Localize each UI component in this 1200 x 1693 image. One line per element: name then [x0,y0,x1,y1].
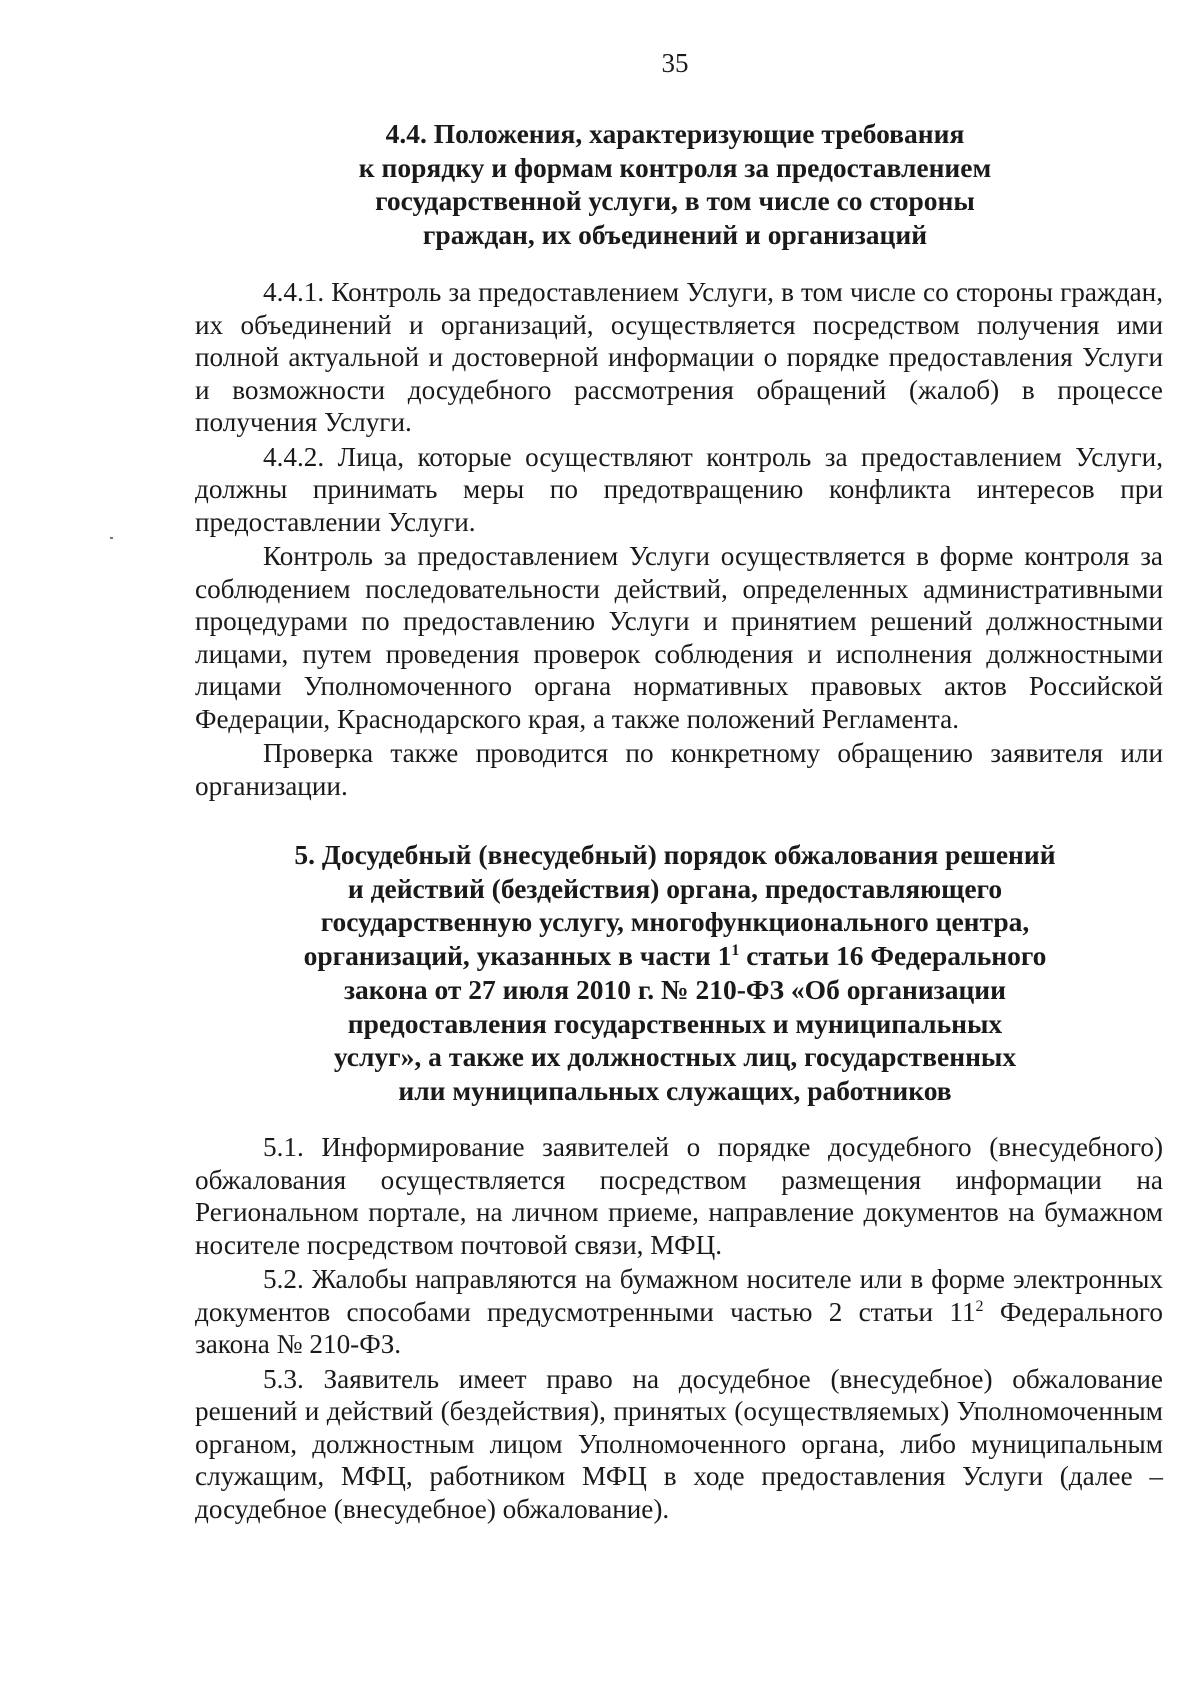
heading-line: государственной услуги, в том числе со стороны [375,185,975,216]
page-number: 35 [661,48,689,78]
section-5-body [195,1131,1163,1527]
paragraph-5-2 [195,1263,1163,1361]
superscript: 2 [975,1297,984,1315]
superscript: 1 [731,941,740,959]
heading-line: предоставления государственных и муниципальных [347,1007,1003,1039]
section-5-heading [0,838,1200,1108]
paragraph-4-4-2: 4.4.2. Лица, которые осуществляют контроль за предоставлением Услуги, должны принимать меры по предотвращению конфликта интересов при предоставлении Услуги. [195,441,1163,537]
scan-mark [110,537,113,539]
heading-line-part: организаций, указанных в части 1 [303,940,732,972]
heading-line: граждан, их объединений и организаций [422,218,928,250]
heading-line: государственную услугу, многофункционального центра, [320,906,1030,938]
heading-line: закона от 27 июля 2010 г. № 210-ФЗ «Об организации [343,973,1006,1005]
paragraph-5-3: 5.3. Заявитель имеет право на досудебное (внесудебное) обжалование решений и действий (бездействия), принятых (осуществляемых) Уполномоченным органом, должностным лицом Уполномоченного органа, либо муниципальным служащим, МФЦ, работником МФЦ в ходе предоставления Услуги (далее – досудебное (внесудебное) обжалование). [195,1363,1163,1524]
section-4-4-body [195,276,1163,804]
heading-line [0,939,1200,973]
heading-line: 5. Досудебный (внесудебный) порядок обжалования решений [294,839,1056,870]
section-4-4-heading [0,117,1200,251]
heading-line: услуг», а также их должностных лиц, государственных [333,1041,1017,1073]
heading-line: и действий (бездействия) органа, предоставляющего [347,872,1003,904]
paragraph-5-2-text-end: Федерального закона № 210-ФЗ. [195,1296,1163,1359]
paragraph-5-2-text: 5.2. Жалобы направляются на бумажном носителе или в форме электронных документов способами предусмотренными частью 2 статьи 11 [195,1264,1163,1327]
heading-line-part: статьи 16 Федерального [739,940,1047,972]
heading-line: к порядку и формам контроля за предоставлением [358,151,992,183]
heading-line: или муниципальных служащих, работников [398,1074,952,1106]
paragraph-4-4-1: 4.4.1. Контроль за предоставлением Услуги, в том числе со стороны граждан, их объединений и организаций, осуществляется посредством получения ими полной актуальной и достоверной информации о порядке предоставления Услуги и возможности досудебного рассмотрения обращений (жалоб) в процессе получения Услуги. [195,277,1163,437]
heading-line: 4.4. Положения, характеризующие требования [385,118,965,149]
paragraph-inspection: Проверка также проводится по конкретному обращению заявителя или организации. [195,738,1163,801]
paragraph-control-form: Контроль за предоставлением Услуги осуществляется в форме контроля за соблюдением последовательности действий, определенных административными процедурами по предоставлению Услуги и принятием решений должностными лицами, путем проведения проверок соблюдения и исполнения должностными лицами Уполномоченного органа нормативных правовых актов Российской Федерации, Краснодарского края, а также положений Регламента. [195,541,1163,734]
paragraph-5-1: 5.1. Информирование заявителей о порядке досудебного (внесудебного) обжалования осуществляется посредством размещения информации на Региональном портале, на личном приеме, направление документов на бумажном носителе посредством почтовой связи, МФЦ. [195,1132,1163,1260]
